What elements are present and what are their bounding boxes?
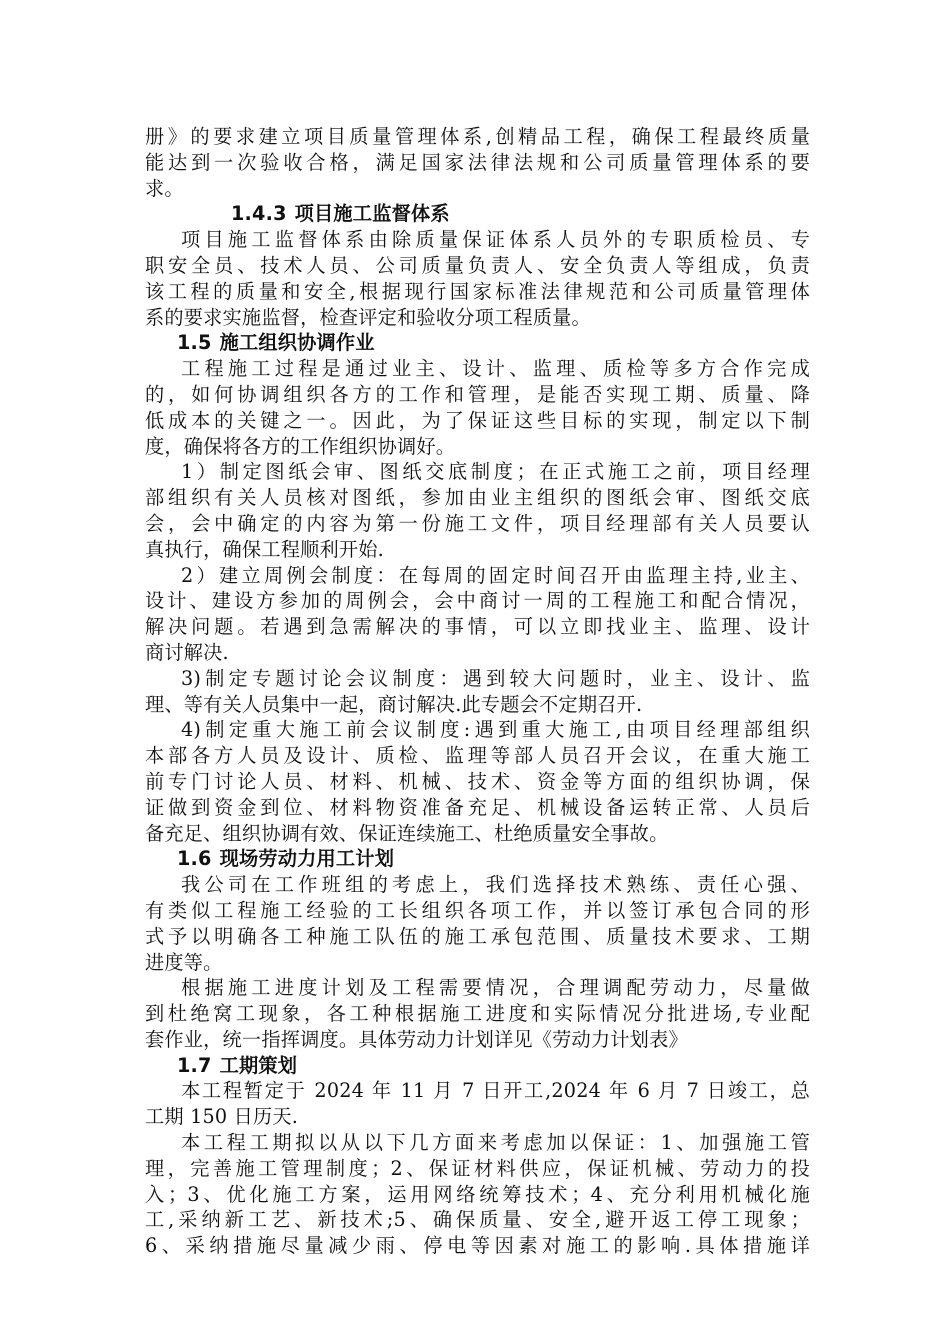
document-body (145, 124, 810, 1259)
text-line: 本工程暂定于 2024 年 11 月 7 日开工,2024 年 6 月 7 日竣工，总 (181, 1079, 810, 1103)
paragraph-special-meeting (145, 666, 810, 718)
text-line: 该工程的质量和安全,根据现行国家标准法律规范和公司质量管理体 (145, 279, 810, 303)
paragraph-supervision-system (145, 227, 810, 330)
paragraph-labor-team (145, 872, 810, 975)
text-line: 进度等。 (145, 950, 223, 974)
text-line: 2）建立周例会制度：在每周的固定时间召开由监理主持,业主、 (181, 563, 810, 587)
text-line: 到杜绝窝工现象，各工种根据施工进度和实际情况分批进场,专业配 (145, 1002, 810, 1026)
text-line: 入；3、优化施工方案，运用网络统筹技术；4、充分利用机械化施 (145, 1182, 810, 1206)
text-line: 册》的要求建立项目质量管理体系,创精品工程，确保工程最终质量 (145, 125, 810, 148)
paragraph-major-construction-meeting (145, 717, 810, 846)
section-number: 1.6 (177, 847, 212, 871)
text-line: 求。 (145, 176, 184, 200)
text-line: 部组织有关人员核对图纸，参加由业主组织的图纸会审、图纸交底 (145, 486, 810, 510)
text-line: 我公司在工作班组的考虑上，我们选择技术熟练、责任心强、 (181, 873, 810, 897)
text-line: 工期 150 日历天. (145, 1105, 299, 1129)
section-number: 1.5 (177, 331, 212, 355)
text-line: 有类似工程施工经验的工长组织各项工作，并以签订承包合同的形 (145, 898, 810, 922)
section-title: 现场劳动力用工计划 (219, 847, 395, 871)
section-heading-1-4-3 (145, 201, 810, 227)
text-line: 本部各方人员及设计、质检、监理等部人员召开会议，在重大施工 (145, 744, 810, 768)
text-line: 能达到一次验收合格，满足国家法律法规和公司质量管理体系的要 (145, 150, 810, 174)
text-line: 工,采纳新工艺、新技术;5、确保质量、安全,避开返工停工现象； (145, 1208, 810, 1232)
section-heading-1-7 (145, 1053, 810, 1079)
text-line: 设计、建设方参加的周例会，会中商讨一周的工程施工和配合情况， (145, 589, 810, 613)
text-line: 真执行，确保工程顺利开始. (145, 537, 384, 561)
text-line: 系的要求实施监督，检查评定和验收分项工程质量。 (145, 305, 591, 329)
text-line: 的，如何协调组织各方的工作和管理，是能否实现工期、质量、降 (145, 382, 810, 406)
text-line: 项目施工监督体系由除质量保证体系人员外的专职质检员、专 (181, 228, 810, 252)
text-line: 度，确保将各方的工作组织协调好。 (145, 434, 456, 458)
text-line: 商讨解决. (145, 640, 229, 664)
text-line: 理、等有关人员集中一起，商讨解决.此专题会不定期召开. (145, 692, 643, 716)
paragraph-schedule (145, 1078, 810, 1130)
text-line: 低成本的关键之一。因此，为了保证这些目标的实现，制定以下制 (145, 408, 810, 432)
text-line: 证做到资金到位、材料物资准备充足、机械设备运转正常、人员后 (145, 795, 810, 819)
section-title: 项目施工监督体系 (294, 202, 450, 226)
paragraph-schedule-guarantee (145, 1130, 810, 1259)
text-line: 职安全员、技术人员、公司质量负责人、安全负责人等组成，负责 (145, 253, 810, 277)
text-line: 6、采纳措施尽量减少雨、停电等因素对施工的影响.具体措施详 (145, 1234, 810, 1258)
text-line: 套作业，统一指挥调度。具体劳动力计划详见《劳动力计划表》 (145, 1027, 688, 1051)
paragraph-quality-system-end (145, 124, 810, 201)
paragraph-drawing-review (145, 459, 810, 562)
section-title: 工期策划 (219, 1053, 298, 1077)
text-line: 根据施工进度计划及工程需要情况，合理调配劳动力，尽量做 (181, 976, 810, 1000)
text-line: 3)制定专题讨论会议制度：遇到较大问题时，业主、设计、监 (181, 666, 810, 690)
text-line: 本工程工期拟以从以下几方面来考虑加以保证：1、加强施工管 (181, 1131, 810, 1155)
section-heading-1-6 (145, 846, 810, 872)
section-heading-1-5 (145, 330, 810, 356)
paragraph-labor-plan (145, 975, 810, 1052)
section-title: 施工组织协调作业 (219, 331, 375, 355)
text-line: 理，完善施工管理制度；2、保证材料供应，保证机械、劳动力的投 (145, 1156, 810, 1180)
section-number: 1.7 (177, 1053, 212, 1077)
text-line: 前专门讨论人员、材料、机械、技术、资金等方面的组织协调，保 (145, 769, 810, 793)
paragraph-weekly-meeting (145, 563, 810, 666)
text-line: 备充足、组织协调有效、保证连续施工、杜绝质量安全事故。 (145, 821, 669, 845)
text-line: 1）制定图纸会审、图纸交底制度；在正式施工之前，项目经理 (181, 460, 810, 484)
paragraph-coordination-intro (145, 356, 810, 459)
text-line: 工程施工过程是通过业主、设计、监理、质检等多方合作完成 (181, 357, 810, 381)
text-line: 式予以明确各工种施工队伍的施工承包范围、质量技术要求、工期 (145, 924, 810, 948)
text-line: 会，会中确定的内容为第一份施工文件，项目经理部有关人员要认 (145, 511, 810, 535)
text-line: 4)制定重大施工前会议制度:遇到重大施工,由项目经理部组织 (181, 718, 810, 742)
text-line: 解决问题。若遇到急需解决的事情，可以立即找业主、监理、设计 (145, 615, 810, 639)
section-number: 1.4.3 (231, 202, 287, 226)
